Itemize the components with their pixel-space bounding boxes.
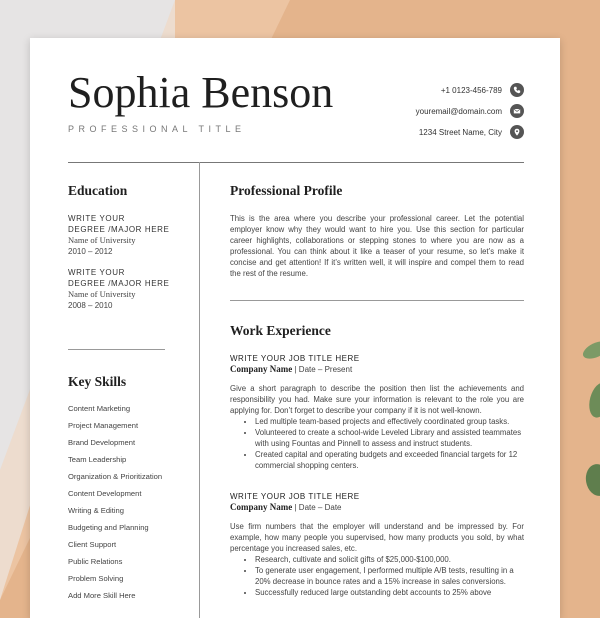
job-title: WRITE YOUR JOB TITLE HERE bbox=[230, 492, 360, 501]
plant-leaves-decoration bbox=[566, 330, 600, 530]
degree-line: DEGREE /MAJOR HERE bbox=[68, 225, 170, 234]
job-title: WRITE YOUR JOB TITLE HERE bbox=[230, 354, 360, 363]
education-item bbox=[68, 213, 188, 257]
degree-line: DEGREE /MAJOR HERE bbox=[68, 279, 170, 288]
contact-phone bbox=[324, 82, 524, 98]
job-bullet: • Led multiple team-based projects and effectively coordinated group tasks. bbox=[255, 416, 524, 427]
resume-paper bbox=[30, 38, 560, 618]
company-line bbox=[230, 502, 524, 513]
skill-item: Public Relations bbox=[68, 557, 123, 566]
university-name: Name of University bbox=[68, 289, 136, 299]
skill-item: Project Management bbox=[68, 421, 139, 430]
skill-item: Brand Development bbox=[68, 438, 136, 447]
profile-heading: Professional Profile bbox=[230, 183, 343, 198]
right-column bbox=[230, 181, 524, 598]
education-list bbox=[68, 213, 188, 311]
skills-list bbox=[68, 400, 188, 604]
envelope-icon bbox=[510, 104, 524, 118]
header-divider bbox=[68, 162, 524, 163]
column-divider bbox=[199, 162, 200, 618]
job-bullets bbox=[230, 554, 524, 598]
university-name: Name of University bbox=[68, 235, 136, 245]
skill-item: Writing & Editing bbox=[68, 506, 124, 515]
contact-address bbox=[324, 124, 524, 140]
work-heading: Work Experience bbox=[230, 323, 331, 338]
resume-name: Sophia Benson bbox=[68, 68, 334, 117]
company-line bbox=[230, 364, 524, 375]
email-text: youremail@domain.com bbox=[415, 106, 502, 116]
company-separator: | bbox=[294, 365, 297, 374]
job-entry bbox=[230, 353, 524, 471]
skill-item: Organization & Prioritization bbox=[68, 472, 163, 481]
education-item bbox=[68, 267, 188, 311]
company-name: Company Name bbox=[230, 364, 293, 374]
skills-heading: Key Skills bbox=[68, 374, 127, 389]
left-column bbox=[68, 181, 188, 604]
left-divider bbox=[68, 349, 165, 350]
profile-text: This is the area where you describe your professional career. Let the potential employer know why they would want to hire you. Use this section for particular career highlights, collaborations or stepping stones to where you are now as a professional. You can think about it like a teaser of your resume, so let’s make it concise and get attention! If it’s written well, it will inspire and compel them to read the rest of the resume. bbox=[230, 214, 524, 278]
job-bullet: • Research, cultivate and solicit gifts of $25,000-$100,000. bbox=[255, 554, 524, 565]
location-pin-icon bbox=[510, 125, 524, 139]
job-bullets bbox=[230, 416, 524, 471]
job-dates: Date – Date bbox=[298, 503, 342, 512]
skill-item: Content Marketing bbox=[68, 404, 131, 413]
job-dates: Date – Present bbox=[298, 365, 353, 374]
degree-line: WRITE YOUR bbox=[68, 268, 125, 277]
skill-item: Team Leadership bbox=[68, 455, 127, 464]
skill-item: Problem Solving bbox=[68, 574, 124, 583]
education-heading: Education bbox=[68, 183, 128, 198]
contact-email bbox=[324, 103, 524, 119]
skill-item: Budgeting and Planning bbox=[68, 523, 149, 532]
degree-line: WRITE YOUR bbox=[68, 214, 125, 223]
skill-item: Add More Skill Here bbox=[68, 591, 136, 600]
job-description: Use firm numbers that the employer will understand and be impressed by. For example, how many people you supervised, how many products you sold, by what percentage you increased sales, etc. bbox=[230, 522, 524, 553]
job-entry bbox=[230, 491, 524, 598]
contact-block bbox=[324, 82, 524, 145]
job-bullet: • Successfully reduced large outstanding debt accounts to 25% above bbox=[255, 587, 524, 598]
address-text: 1234 Street Name, City bbox=[418, 127, 502, 137]
right-divider bbox=[230, 300, 524, 301]
job-bullet: • To generate user engagement, I performed multiple A/B tests, resulting in a 20% decrease in bounce rates and a 15% increase in sales conversions. bbox=[255, 565, 524, 587]
company-separator: | bbox=[294, 503, 297, 512]
education-years: 2008 – 2010 bbox=[68, 301, 113, 310]
professional-title: PROFESSIONAL TITLE bbox=[68, 124, 246, 134]
company-name: Company Name bbox=[230, 502, 293, 512]
job-bullet: • Created capital and operating budgets and exceeded financial targets for 12 commercial shopping centers. bbox=[255, 449, 524, 471]
skill-item: Content Development bbox=[68, 489, 142, 498]
phone-icon bbox=[510, 83, 524, 97]
phone-text: +1 0123-456-789 bbox=[440, 85, 502, 95]
job-bullet: • Volunteered to create a school-wide Leveled Library and assisted teammates with using Fountas and Pinnell to assess and instruct students. bbox=[255, 427, 524, 449]
job-description: Give a short paragraph to describe the position then list the achievements and responsibility you had. Make sure your information is relevant to the role you are applying for. Don’t forget to describe your company if it is not well-known. bbox=[230, 384, 524, 415]
skill-item: Client Support bbox=[68, 540, 117, 549]
education-years: 2010 – 2012 bbox=[68, 247, 113, 256]
